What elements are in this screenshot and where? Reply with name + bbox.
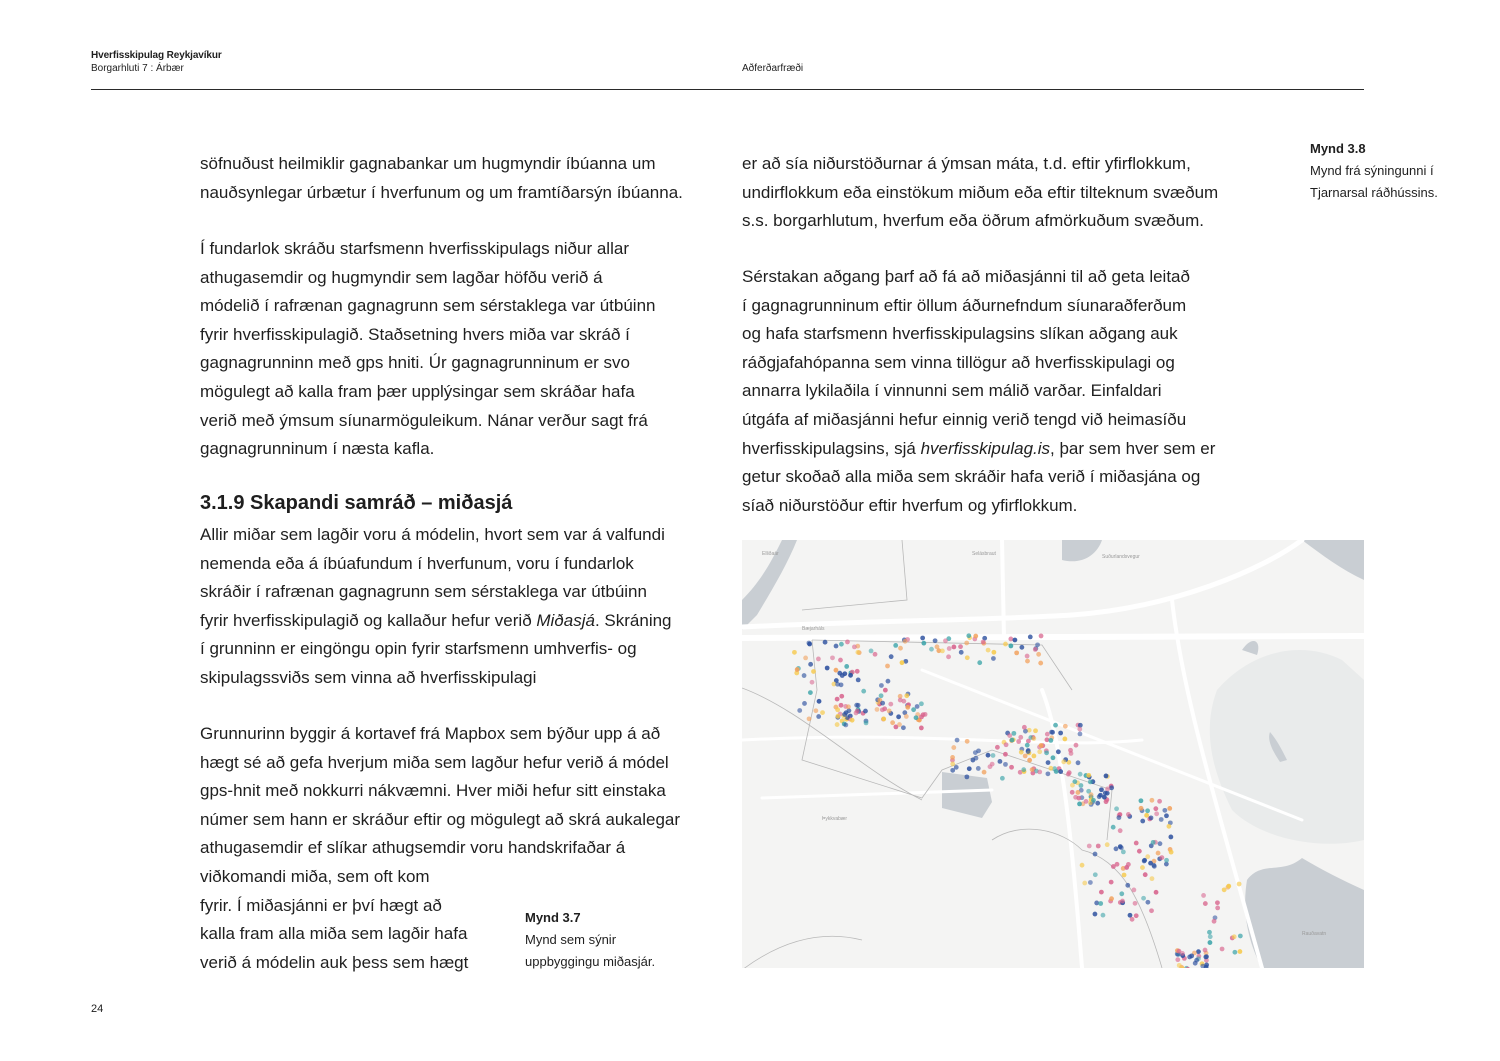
svg-text:Bæjarháls: Bæjarháls [802, 626, 825, 632]
page-number: 24 [91, 1003, 104, 1015]
publication-title: Hverfisskipulag Reykjavíkur [91, 50, 222, 61]
midasja-map-figure [742, 540, 1364, 968]
left-paragraph-2: Í fundarlok skráðu starfsmenn hverfisskipulags niður allar athugasemdir og hugmyndir sem lagðar höfðu verið á módelið í rafrænan gagnagrunn sem sérstaklega var útbúinn fyrir hverfisskipulagið. Staðsetning hvers miða var skráð í gagnagrunninn með gps hniti. Úr gagnagrunninum er svo mögulegt að kalla fram þær upplýsingar sem skráðar hafa verið með ýmsum síunarmöguleikum. Nánar verður sagt frá gagnagrunninum í næsta kafla. [200, 239, 656, 459]
svg-text:Þykkvabær: Þykkvabær [822, 816, 848, 822]
midasja-term: Miðasjá [536, 610, 595, 630]
caption-figure-3-7: Mynd 3.7 Mynd sem sýnir uppbyggingu miðasjár. [525, 910, 656, 969]
publication-subtitle: Borgarhluti 7 : Árbær [91, 63, 184, 74]
svg-text:Selásbraut: Selásbraut [972, 551, 996, 557]
left-paragraph-3: Allir miðar sem lagðir voru á módelin, hvort sem var á valfundi nemenda eða á íbúafundum í hverfunum, voru í fundarlok skráðir í rafrænan gagnagrunn sem sérstaklega var útbúinn fyrir hverfisskipulagið og kallaður hefur verið Miðasjá. Skráning í grunninn er eingöngu opin fyrir starfsmenn umhverfis- og skipulagssviðs sem vinna að hverfisskipulagi [200, 525, 672, 687]
svg-text:Suðurlandsvegur: Suðurlandsvegur [1102, 554, 1140, 560]
caption-figure-3-8: Mynd 3.8 Mynd frá sýningunni í Tjarnarsal ráðhússins. [1310, 141, 1438, 200]
left-paragraph-1: söfnuðust heilmiklir gagnabankar um hugmyndir íbúanna um nauðsynlegar úrbætur í hverfunum og um framtíðarsýn íbúanna. [200, 154, 683, 202]
map-canvas [742, 540, 1364, 968]
section-heading: 3.1.9 Skapandi samráð – miðasjá [200, 492, 513, 514]
right-paragraph-1: er að sía niðurstöðurnar á ýmsan máta, t.d. eftir yfirflokkum, undirflokkum eða einstökum miðum eða eftir tilteknum svæðum s.s. borgarhlutum, hverfum eða öðrum afmörkuðum svæðum. [742, 154, 1219, 231]
left-paragraph-4: Grunnurinn byggir á kortavef frá Mapbox sem býður upp á að hægt sé að gefa hverjum miða sem lagður hefur verið á módel gps-hnit með nokkurri nákvæmni. Hver miði hefur sitt einstaka númer sem hann er skráður eftir og mögulegt að skrá aukalegar athugasemdir ef slíkar athugsemdir voru handskrifaðar á viðkomandi miða, sem oft kom fyrir. Í miðasjánni er því hægt að kalla fram alla miða sem lagðir hafa verið á módelin auk þess sem hægt [200, 724, 681, 972]
header-divider [91, 89, 1364, 90]
section-title: Aðferðarfræði [742, 63, 804, 74]
right-paragraph-2: Sérstakan aðgang þarf að fá að miðasjánni til að geta leitað í gagnagrunninum eftir öllum áðurnefndum síunaraðferðum og hafa starfsmenn hverfisskipulagsins slíkan aðgang auk ráðgjafahópanna sem vinna tillögur að hverfisskipulagi og annarra lykilaðila í vinnunni sem málið varðar. Einfaldari útgáfa af miðasjánni hefur einnig verið tengd við heimasíðu hverfisskipulagsins, sjá hverfisskipulag.is, þar sem hver sem er getur skoðað alla miða sem skráðir hafa verið í miðasjána og síað niðurstöður eftir hverfum og yfirflokkum. [742, 267, 1216, 515]
svg-text:Rauðavatn: Rauðavatn [1302, 931, 1327, 937]
website-link[interactable]: hverfisskipulag.is [920, 438, 1051, 458]
svg-text:Elliðaár: Elliðaár [762, 551, 779, 557]
